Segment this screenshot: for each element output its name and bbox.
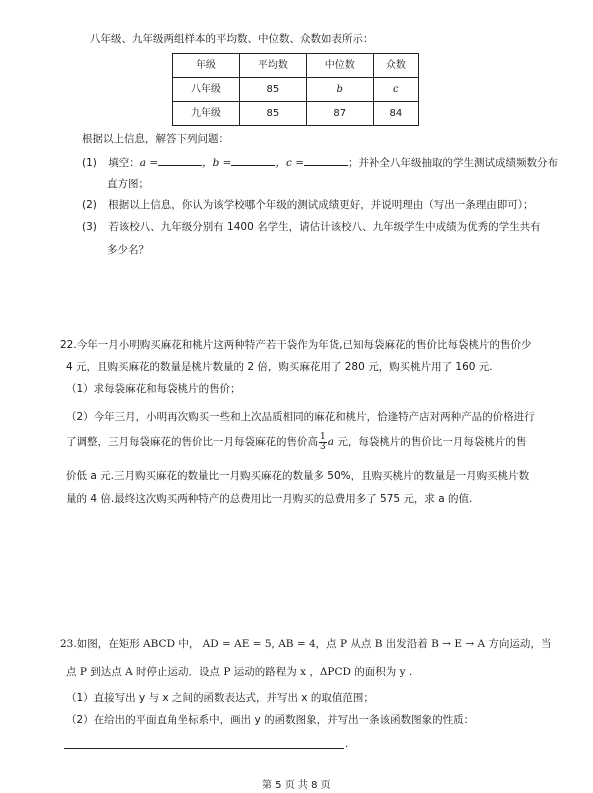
table-header-row <box>173 54 419 78</box>
table-cell: b <box>306 78 373 102</box>
table-cell: 85 <box>239 78 306 102</box>
fraction-numerator: 1 <box>320 432 326 442</box>
table-cell: 87 <box>306 102 373 126</box>
q22-sub2-text-a: 了调整，三月每袋麻花的售价比一月每袋麻花的售价高 <box>66 436 318 449</box>
q21-part3-text: 若该校八、九年级分别有 1400 名学生，请估计该校八、九年级学生中成绩为优秀的学生共有 <box>108 221 541 233</box>
table-row <box>173 78 419 102</box>
part-number: (2) <box>82 199 97 211</box>
fraction-denominator: 3 <box>320 442 326 452</box>
part-number: (1) <box>82 157 97 169</box>
part-number: (3) <box>82 221 97 233</box>
table-cell: c <box>373 78 418 102</box>
q23-stem-line2: 点 P 到达点 A 时停止运动．设点 P 运动的路程为 x ，ΔPCD 的面积为 y . <box>66 666 413 678</box>
q21-part1-text: ；并补全八年级抽取的学生测试成绩频数分布 <box>348 157 559 169</box>
table-header-cell: 中位数 <box>306 54 373 78</box>
table-cell: 九年级 <box>173 102 240 126</box>
q22-sub2-line4: 量的 4 倍.最终这次购买两种特产的总费用比一月购买的总费用多了 575 元，求 a 的值. <box>66 493 473 505</box>
page-footer: 第 5 页 共 8 页 <box>262 780 331 791</box>
q22-stem-line2: 4 元，且购买麻花的数量是桃片数量的 2 倍，购买麻花用了 280 元，购买桃片用了 160 元. <box>66 361 493 373</box>
q22-stem-line1: 22.今年一月小明购买麻花和桃片这两种特产若干袋作为年货,已知每袋麻花的售价比每袋桃片的售价少 <box>60 339 532 351</box>
q21-part2-text: 根据以上信息，你认为该学校哪个年级的测试成绩更好，并说明理由（写出一条理由即可）； <box>108 199 534 211</box>
statistics-table <box>172 53 419 126</box>
q23-sub1: （1）直接写出 y 与 x 之间的函数表达式，并写出 x 的取值范围； <box>66 692 374 704</box>
table-header-cell: 众数 <box>373 54 418 78</box>
q22-sub1: （1）求每袋麻花和每袋桃片的售价； <box>66 383 241 395</box>
q21-part2 <box>82 198 533 212</box>
table-cell: 八年级 <box>173 78 240 102</box>
q22-sub2-line1: （2）今年三月，小明再次购买一些和上次品质相同的麻花和桃片，恰逢特产店对两种产品的价格进行 <box>66 411 535 423</box>
q21-part3-line2: 多少名？ <box>107 244 149 256</box>
table-header-cell: 平均数 <box>239 54 306 78</box>
c-blank[interactable] <box>304 154 348 166</box>
q23-sub2: （2）在给出的平面直角坐标系中，画出 y 的函数图象，并写出一条该函数图象的性质： <box>66 714 475 726</box>
table-cell: 85 <box>239 102 306 126</box>
table-row <box>173 102 419 126</box>
a-blank[interactable] <box>158 154 202 166</box>
q23-end-mark: . <box>345 738 349 750</box>
q23-stem-line1: 23.如图，在矩形 ABCD 中， AD = AE = 5, AB = 4，点 P 从点 B 出发沿着 B → E → A 方向运动，当 <box>60 638 552 650</box>
fill-prompt: 填空： <box>108 157 140 169</box>
table-intro: 八年级、九年级两组样本的平均数、中位数、众数如表所示： <box>90 33 374 45</box>
b-label: ，b = <box>202 157 232 169</box>
q22-sub2-text-b: 元，每袋桃片的售价比一月每袋桃片的售 <box>334 436 527 449</box>
q23-answer-line[interactable] <box>64 748 344 749</box>
b-blank[interactable] <box>231 154 275 166</box>
answer-prompt: 根据以上信息，解答下列问题： <box>82 133 229 145</box>
a-variable: a <box>327 436 334 449</box>
table-cell: 84 <box>373 102 418 126</box>
q21-part3 <box>82 220 541 234</box>
one-third-fraction <box>319 433 327 452</box>
q22-sub2-line3: 价低 a 元.三月购买麻花的数量比一月购买麻花的数量多 50%，且购买桃片的数量是一月购买桃片数 <box>66 470 530 482</box>
q22-sub2-line2 <box>66 433 526 452</box>
q21-part1-line2: 直方图； <box>107 178 149 190</box>
q21-part1 <box>82 154 558 170</box>
table-header-cell: 年级 <box>173 54 240 78</box>
c-label: ，c = <box>275 157 305 169</box>
a-label: a = <box>139 157 159 169</box>
